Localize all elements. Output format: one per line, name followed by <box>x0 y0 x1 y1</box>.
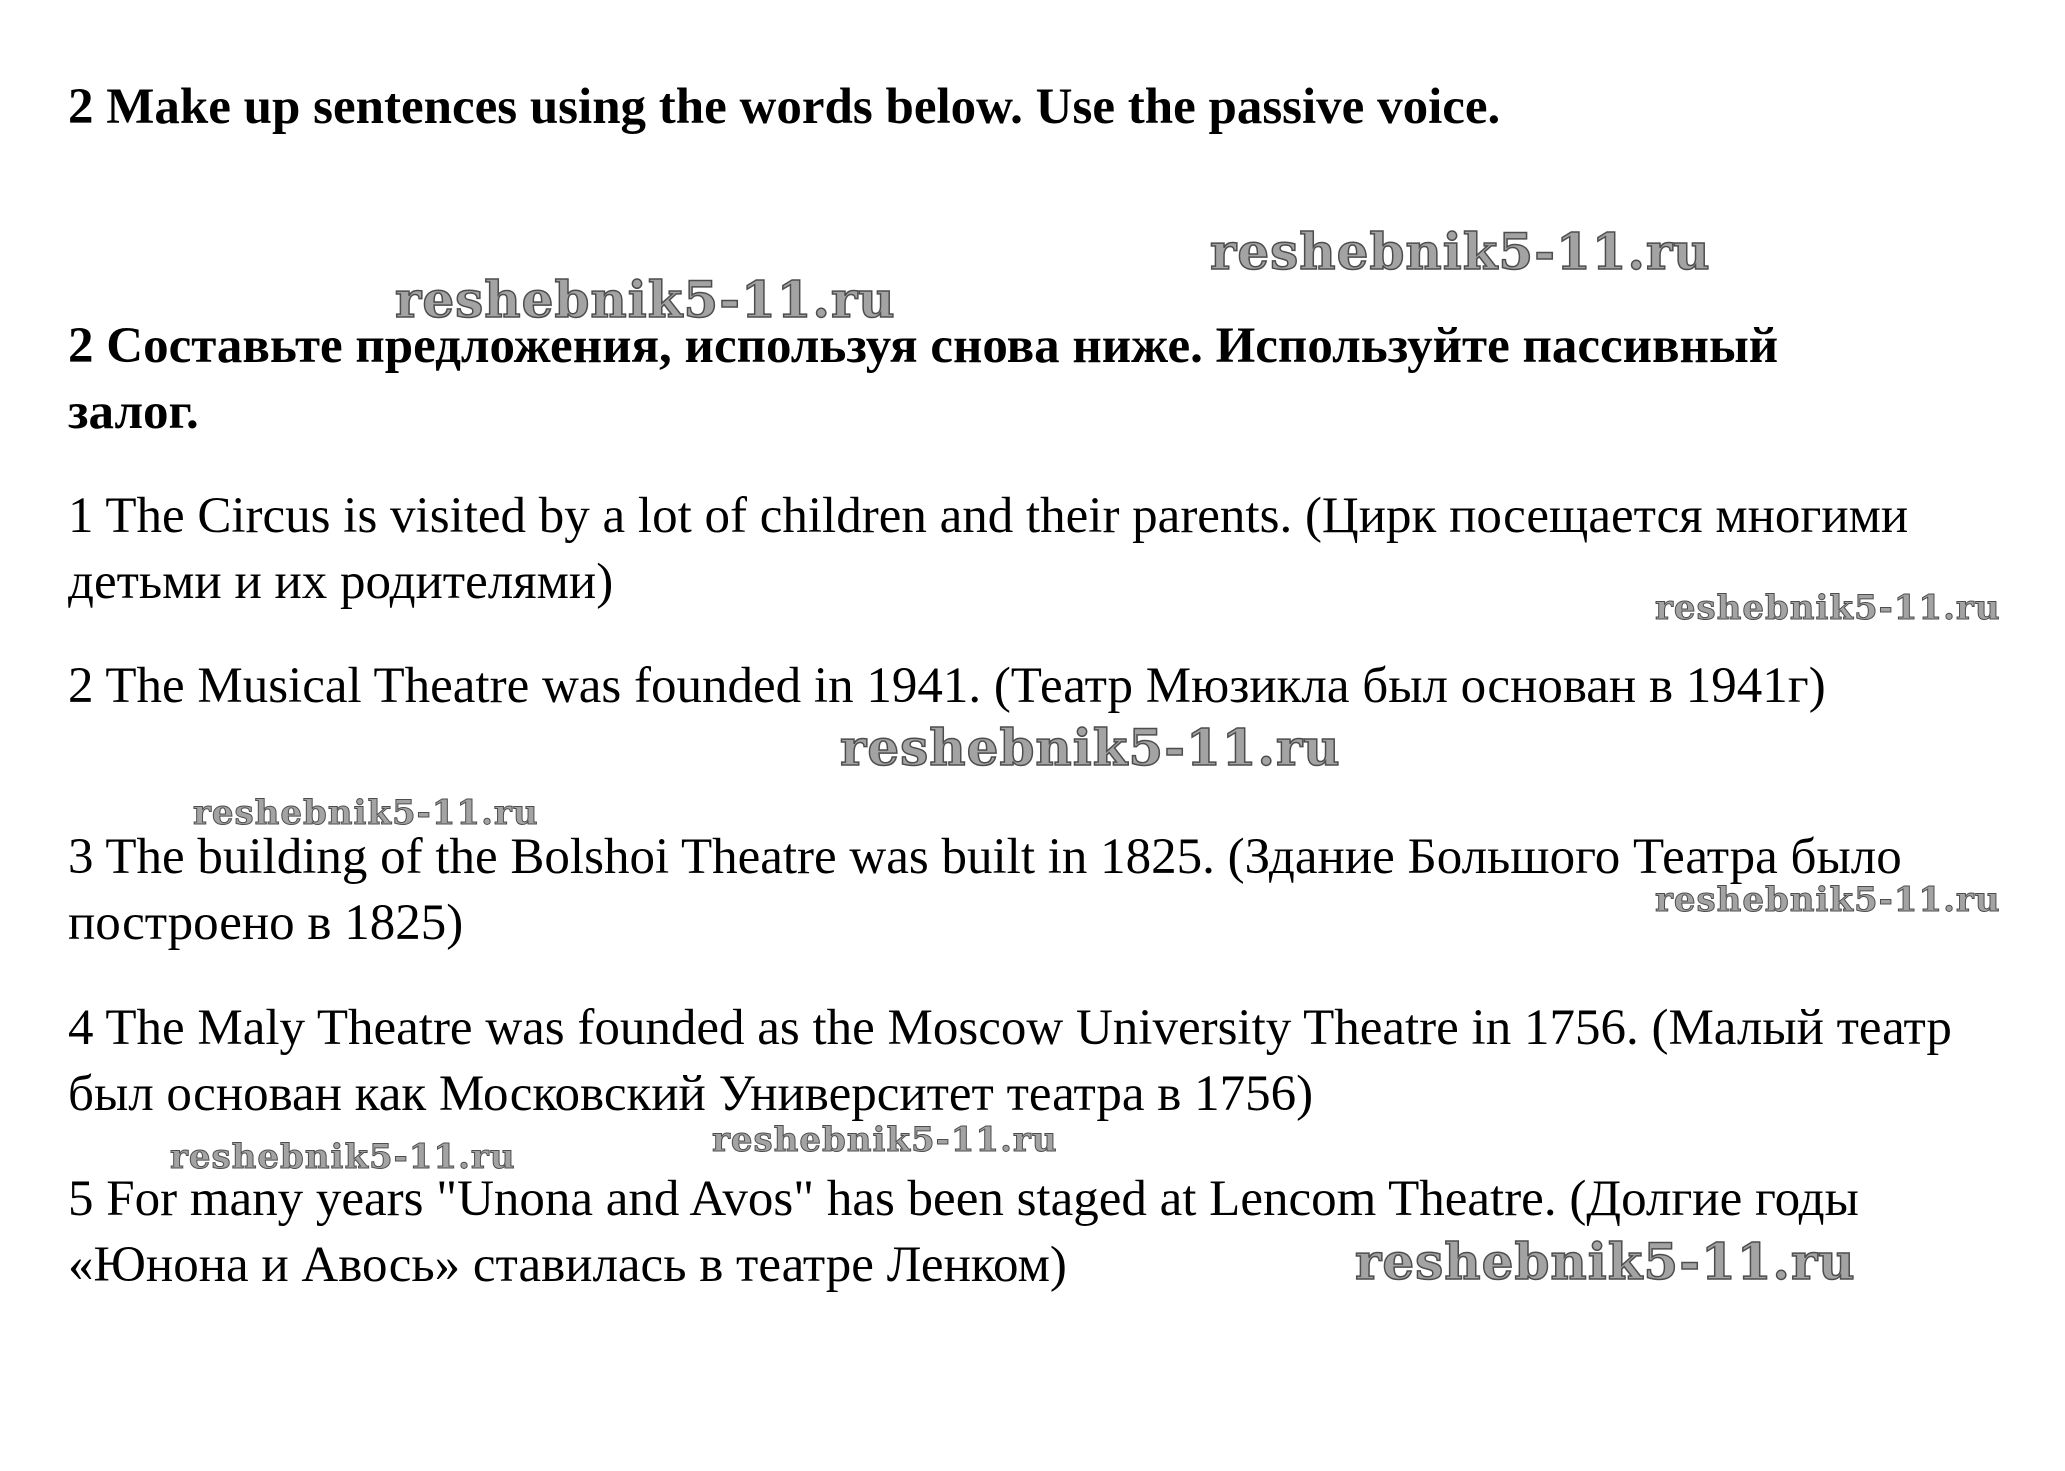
watermark: reshebnik5-11.ru <box>1355 1232 1856 1291</box>
answer-item-4: 4 The Maly Theatre was founded as the Moscow University Theatre in 1756. (Малый театр был основан как Московский Университет театра в 1756) <box>68 1000 1952 1122</box>
watermark: reshebnik5-11.ru <box>170 1137 516 1177</box>
watermark: reshebnik5-11.ru <box>395 270 896 329</box>
watermark: reshebnik5-11.ru <box>1655 588 2001 628</box>
watermark: reshebnik5-11.ru <box>1655 880 2001 920</box>
exercise-heading-russian: 2 Составьте предложения, используя снова ниже. Используйте пассивный залог. <box>68 318 1779 440</box>
exercise-heading-english: 2 Make up sentences using the words below. Use the passive voice. <box>68 79 1501 135</box>
watermark: reshebnik5-11.ru <box>712 1120 1058 1160</box>
watermark: reshebnik5-11.ru <box>193 793 539 833</box>
answer-item-1: 1 The Circus is visited by a lot of children and their parents. (Цирк посещается многими детьми и их родителями) <box>68 488 1909 610</box>
answer-item-5: 5 For many years "Unona and Avos" has been staged at Lencom Theatre. (Долгие годы «Юнона и Авось» ставилась в театре Ленком) <box>68 1171 1859 1293</box>
answer-item-3: 3 The building of the Bolshoi Theatre was built in 1825. (Здание Большого Театра было построено в 1825) <box>68 829 1902 951</box>
answer-item-2: 2 The Musical Theatre was founded in 1941. (Театр Мюзикла был основан в 1941г) <box>68 658 1826 714</box>
watermark: reshebnik5-11.ru <box>1210 222 1711 281</box>
watermark: reshebnik5-11.ru <box>840 718 1341 777</box>
